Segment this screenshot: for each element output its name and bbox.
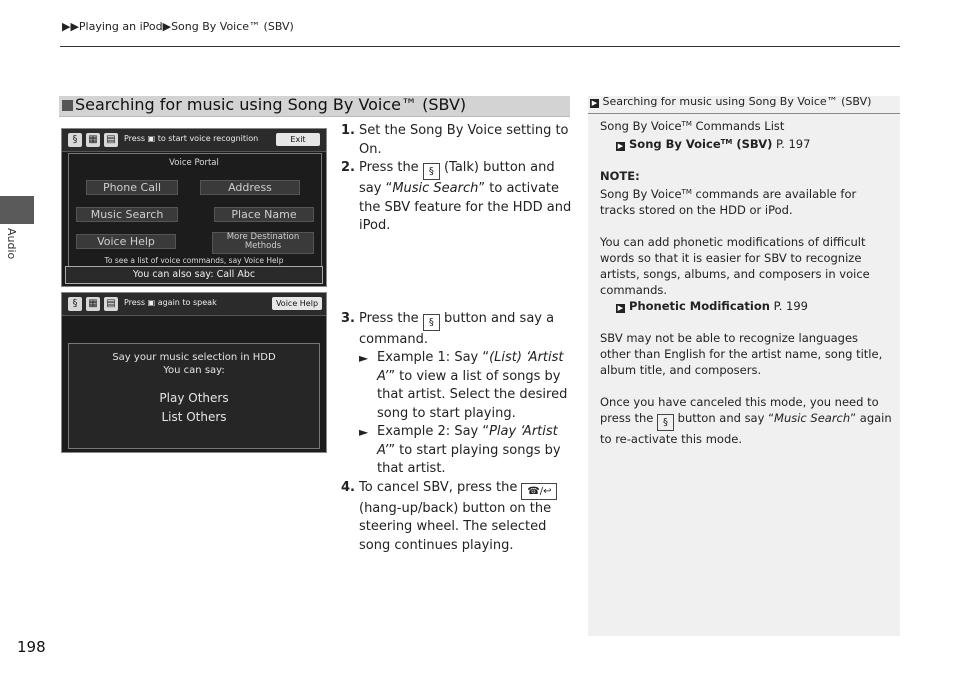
link-text: Song By Voice	[629, 137, 721, 151]
side-tab-label: Audio	[5, 228, 18, 260]
link-text: Phonetic Modification	[629, 299, 770, 313]
setting-value: On	[359, 141, 378, 157]
voice-help-hint: To see a list of voice commands, say Voice Help	[104, 256, 284, 265]
option-music-search[interactable]	[76, 207, 178, 222]
note-text: Song By Voice	[600, 119, 682, 133]
side-tab-marker	[0, 196, 34, 224]
step-text: To cancel SBV, press the	[359, 479, 522, 495]
voice-help-button-label: Voice Help	[275, 299, 319, 308]
bluetooth-icon: ▤	[104, 133, 118, 147]
option-label: Voice Help	[97, 235, 155, 248]
note-text: You can add phonetic modifications of difficult words so that it is easier for SBV to recognize artists, songs, albums, and composers in voice commands.	[600, 235, 870, 297]
step-text: Example 1: Say “	[377, 350, 490, 365]
talk-icon: §	[68, 297, 82, 311]
option-label: Phone Call	[102, 181, 162, 194]
reference-arrow-icon: ▶	[617, 142, 624, 150]
link-text: (SBV)	[732, 137, 773, 151]
screen-caption: Press ▣ again to speak	[124, 298, 217, 307]
note-languages	[600, 330, 892, 378]
voice-command: Music Search	[774, 411, 851, 425]
link-song-by-voice[interactable]	[600, 137, 772, 151]
option-label: Place Name	[231, 208, 297, 221]
screen-caption: Press ▣ to start voice recognition	[124, 134, 259, 143]
section-square-icon	[62, 100, 73, 111]
reference-arrow-icon: ▶	[591, 99, 598, 107]
step-text: (Talk) button and say “	[359, 160, 555, 196]
breadcrumb-item-sbv[interactable]: Song By Voice™ (SBV)	[171, 20, 294, 33]
step-list	[341, 122, 573, 555]
prompt-list-others: List Others	[161, 410, 227, 424]
voice-command: Music Search	[392, 181, 479, 196]
step-2	[341, 159, 573, 236]
option-place-name[interactable]	[214, 207, 314, 222]
voice-command: Play ‘Artist A’	[377, 424, 558, 458]
step-text: Set the	[359, 123, 410, 138]
step-text: ” to activate the SBV feature for the HDD and iPod.	[359, 181, 572, 233]
example-2	[359, 423, 573, 479]
note-commands-list	[600, 116, 892, 152]
note-text: SBV may not be able to recognize languages other than English for the artist name, song title, album title, and composers.	[600, 331, 883, 377]
notes-header-text: Searching for music using Song By Voice™ (SBV)	[602, 95, 872, 108]
option-more-destination-methods[interactable]	[212, 232, 314, 254]
note-text: Song By Voice	[600, 187, 682, 201]
note-text: button and say “	[674, 411, 775, 425]
step-number: 4.	[341, 479, 355, 495]
header-rule	[60, 46, 900, 47]
option-address[interactable]	[200, 180, 300, 195]
step-spacer	[341, 236, 573, 310]
exit-button[interactable]	[276, 133, 320, 146]
music-prompt-box	[68, 343, 320, 449]
bullet-arrow-icon: ►	[359, 351, 369, 365]
setting-name: Song By Voice	[409, 123, 503, 138]
note-label: NOTE:	[600, 169, 640, 183]
prompt-play-others: Play Others	[159, 391, 229, 405]
page-ref: P. 199	[769, 299, 808, 313]
step-text: Example 2: Say “	[377, 424, 490, 439]
notes-body	[600, 116, 892, 463]
breadcrumb-arrows: ▶▶	[62, 20, 79, 33]
note-text: Once you have canceled this mode, you need to press the	[600, 395, 879, 425]
step-text: ” to view a list of songs by that artist. Select the desired song to start playing.	[377, 368, 568, 421]
note-text: Commands List	[691, 119, 785, 133]
note-reactivate	[600, 394, 892, 447]
music-search-screen	[61, 292, 327, 453]
talk-icon: §	[657, 414, 674, 431]
note-text: ” again to re-activate this mode.	[600, 411, 892, 446]
voice-help-button[interactable]	[272, 297, 322, 310]
step-text: setting to	[502, 123, 569, 138]
step-number: 2.	[341, 160, 355, 175]
screen-status-bar	[62, 129, 326, 152]
step-text: Press the	[359, 160, 423, 175]
bluetooth-icon: ▤	[104, 297, 118, 311]
option-phone-call[interactable]	[86, 180, 178, 195]
option-label: Music Search	[90, 208, 164, 221]
prompt-line-2: You can say:	[163, 365, 225, 376]
talk-icon: §	[423, 314, 440, 331]
voice-command: (List) ‘Artist A’	[377, 350, 564, 384]
link-phonetic-modification[interactable]	[600, 299, 770, 313]
breadcrumb-separator: ▶	[162, 20, 172, 33]
note-text: commands are available for tracks stored on the HDD or iPod.	[600, 187, 857, 217]
option-label: More Destination Methods	[226, 232, 300, 251]
note-phonetic	[600, 234, 892, 314]
breadcrumb-item-ipod[interactable]: Playing an iPod	[78, 20, 163, 33]
step-text: ” to start playing songs by that artist.	[377, 442, 561, 476]
prompt-line-1: Say your music selection in HDD	[112, 352, 276, 363]
option-voice-help[interactable]	[76, 234, 176, 249]
phone-icon: ▦	[86, 297, 100, 311]
step-number: 1.	[341, 123, 355, 138]
step-1	[341, 122, 573, 159]
voice-portal-title: Voice Portal	[169, 158, 219, 168]
step-4	[341, 479, 573, 556]
trademark: TM	[681, 120, 692, 128]
exit-button-label: Exit	[290, 135, 306, 144]
page-number: 198	[17, 638, 46, 656]
phone-icon: ▦	[86, 133, 100, 147]
reference-arrow-icon: ▶	[617, 304, 624, 312]
option-label: Address	[228, 181, 272, 194]
section-title: Searching for music using Song By Voice™ (SBV)	[75, 95, 467, 114]
hang-up-back-icon: ☎/↩	[521, 483, 557, 500]
step-number: 3.	[341, 310, 355, 326]
step-text: Press the	[359, 310, 423, 326]
step-text: button and say a command.	[359, 310, 555, 347]
talk-icon: §	[68, 133, 82, 147]
trademark: TM	[681, 188, 692, 196]
note-availability	[600, 168, 892, 218]
notes-header	[590, 95, 871, 108]
step-text: .	[377, 141, 382, 157]
also-say-bar: You can also say: Call Abc	[65, 266, 323, 284]
page-ref: P. 197	[772, 137, 811, 151]
step-3	[341, 310, 573, 479]
talk-icon: §	[423, 163, 440, 180]
example-1	[359, 349, 573, 423]
bullet-arrow-icon: ►	[359, 425, 369, 439]
screen-status-bar	[62, 293, 326, 316]
voice-portal-screen	[61, 128, 327, 287]
trademark: TM	[720, 138, 733, 146]
breadcrumb	[62, 20, 294, 33]
step-text: (hang-up/back) button on the steering wheel. The selected song continues playing.	[359, 500, 552, 553]
